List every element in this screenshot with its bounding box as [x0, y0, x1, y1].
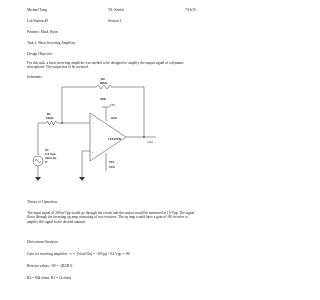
schematic-heading: Schematic: [27, 75, 43, 79]
gain-equation: Gain for inverting amplifier: -v = -(Vout/Vin) = -16Vpp / 0.2 Vpp = -80 [27, 252, 130, 256]
v1-amplitude: 0.2 Vpk [45, 152, 56, 156]
resistor-equation: Resistor values: -80 = -(R2/R1) [27, 264, 73, 268]
theory-text: The input signal of 200 mVpp would go through the circuit and the output would be measured at 16 Vpp. The signal flows through the inverting op amp consisting of two resistors. The op amp would have a gain of -80 in order to amplify the signal to the desired amount. [27, 211, 195, 224]
ta-name: TA: Kenfei [108, 8, 125, 12]
student-name: Michael Tung [27, 8, 48, 12]
lab-station: Lab Station #5 [27, 19, 49, 23]
svg-text:−: − [92, 121, 94, 125]
v1-frequency: 1kHz Hz [45, 156, 57, 160]
section: Section 1 [108, 19, 122, 23]
u2a-label: U2A [111, 116, 118, 120]
r1-value: 10kΩ [46, 116, 54, 120]
resistor-values: R2 = 80k ohms, R1 = 1k ohms [27, 276, 72, 280]
derivation-heading: Derivations/Analysis: [27, 240, 59, 244]
date: 7/16/15 [185, 8, 196, 12]
opamp-part: LF412CN [108, 137, 122, 141]
vout-label: Vout [147, 140, 154, 144]
schematic-diagram [30, 75, 160, 195]
vcc-value: 15V [109, 160, 115, 164]
design-text: For this task, a basic inverting amplifier was needed to be designed to amplify the output signal of a dynamic microphone. The output has to be inverted. [27, 61, 184, 70]
partners: Partners: Mark, Ryan [27, 30, 58, 34]
vee-label: VEE [100, 97, 107, 101]
task-title: Task 1: Basic Inverting Amplifier [27, 41, 76, 45]
v1-phase: 0° [45, 160, 48, 164]
svg-text:+: + [92, 150, 94, 154]
r2-label: R2 [101, 77, 105, 81]
r1-label: R1 [47, 112, 51, 116]
v1-label: V1 [45, 148, 49, 152]
theory-heading: Theory of Operation: [27, 200, 58, 204]
vcc-label: VCC [109, 165, 116, 169]
vee-value: -15V [109, 103, 116, 107]
design-heading: Design Objective: [27, 52, 54, 56]
r2-value: 80kΩ [100, 81, 108, 85]
